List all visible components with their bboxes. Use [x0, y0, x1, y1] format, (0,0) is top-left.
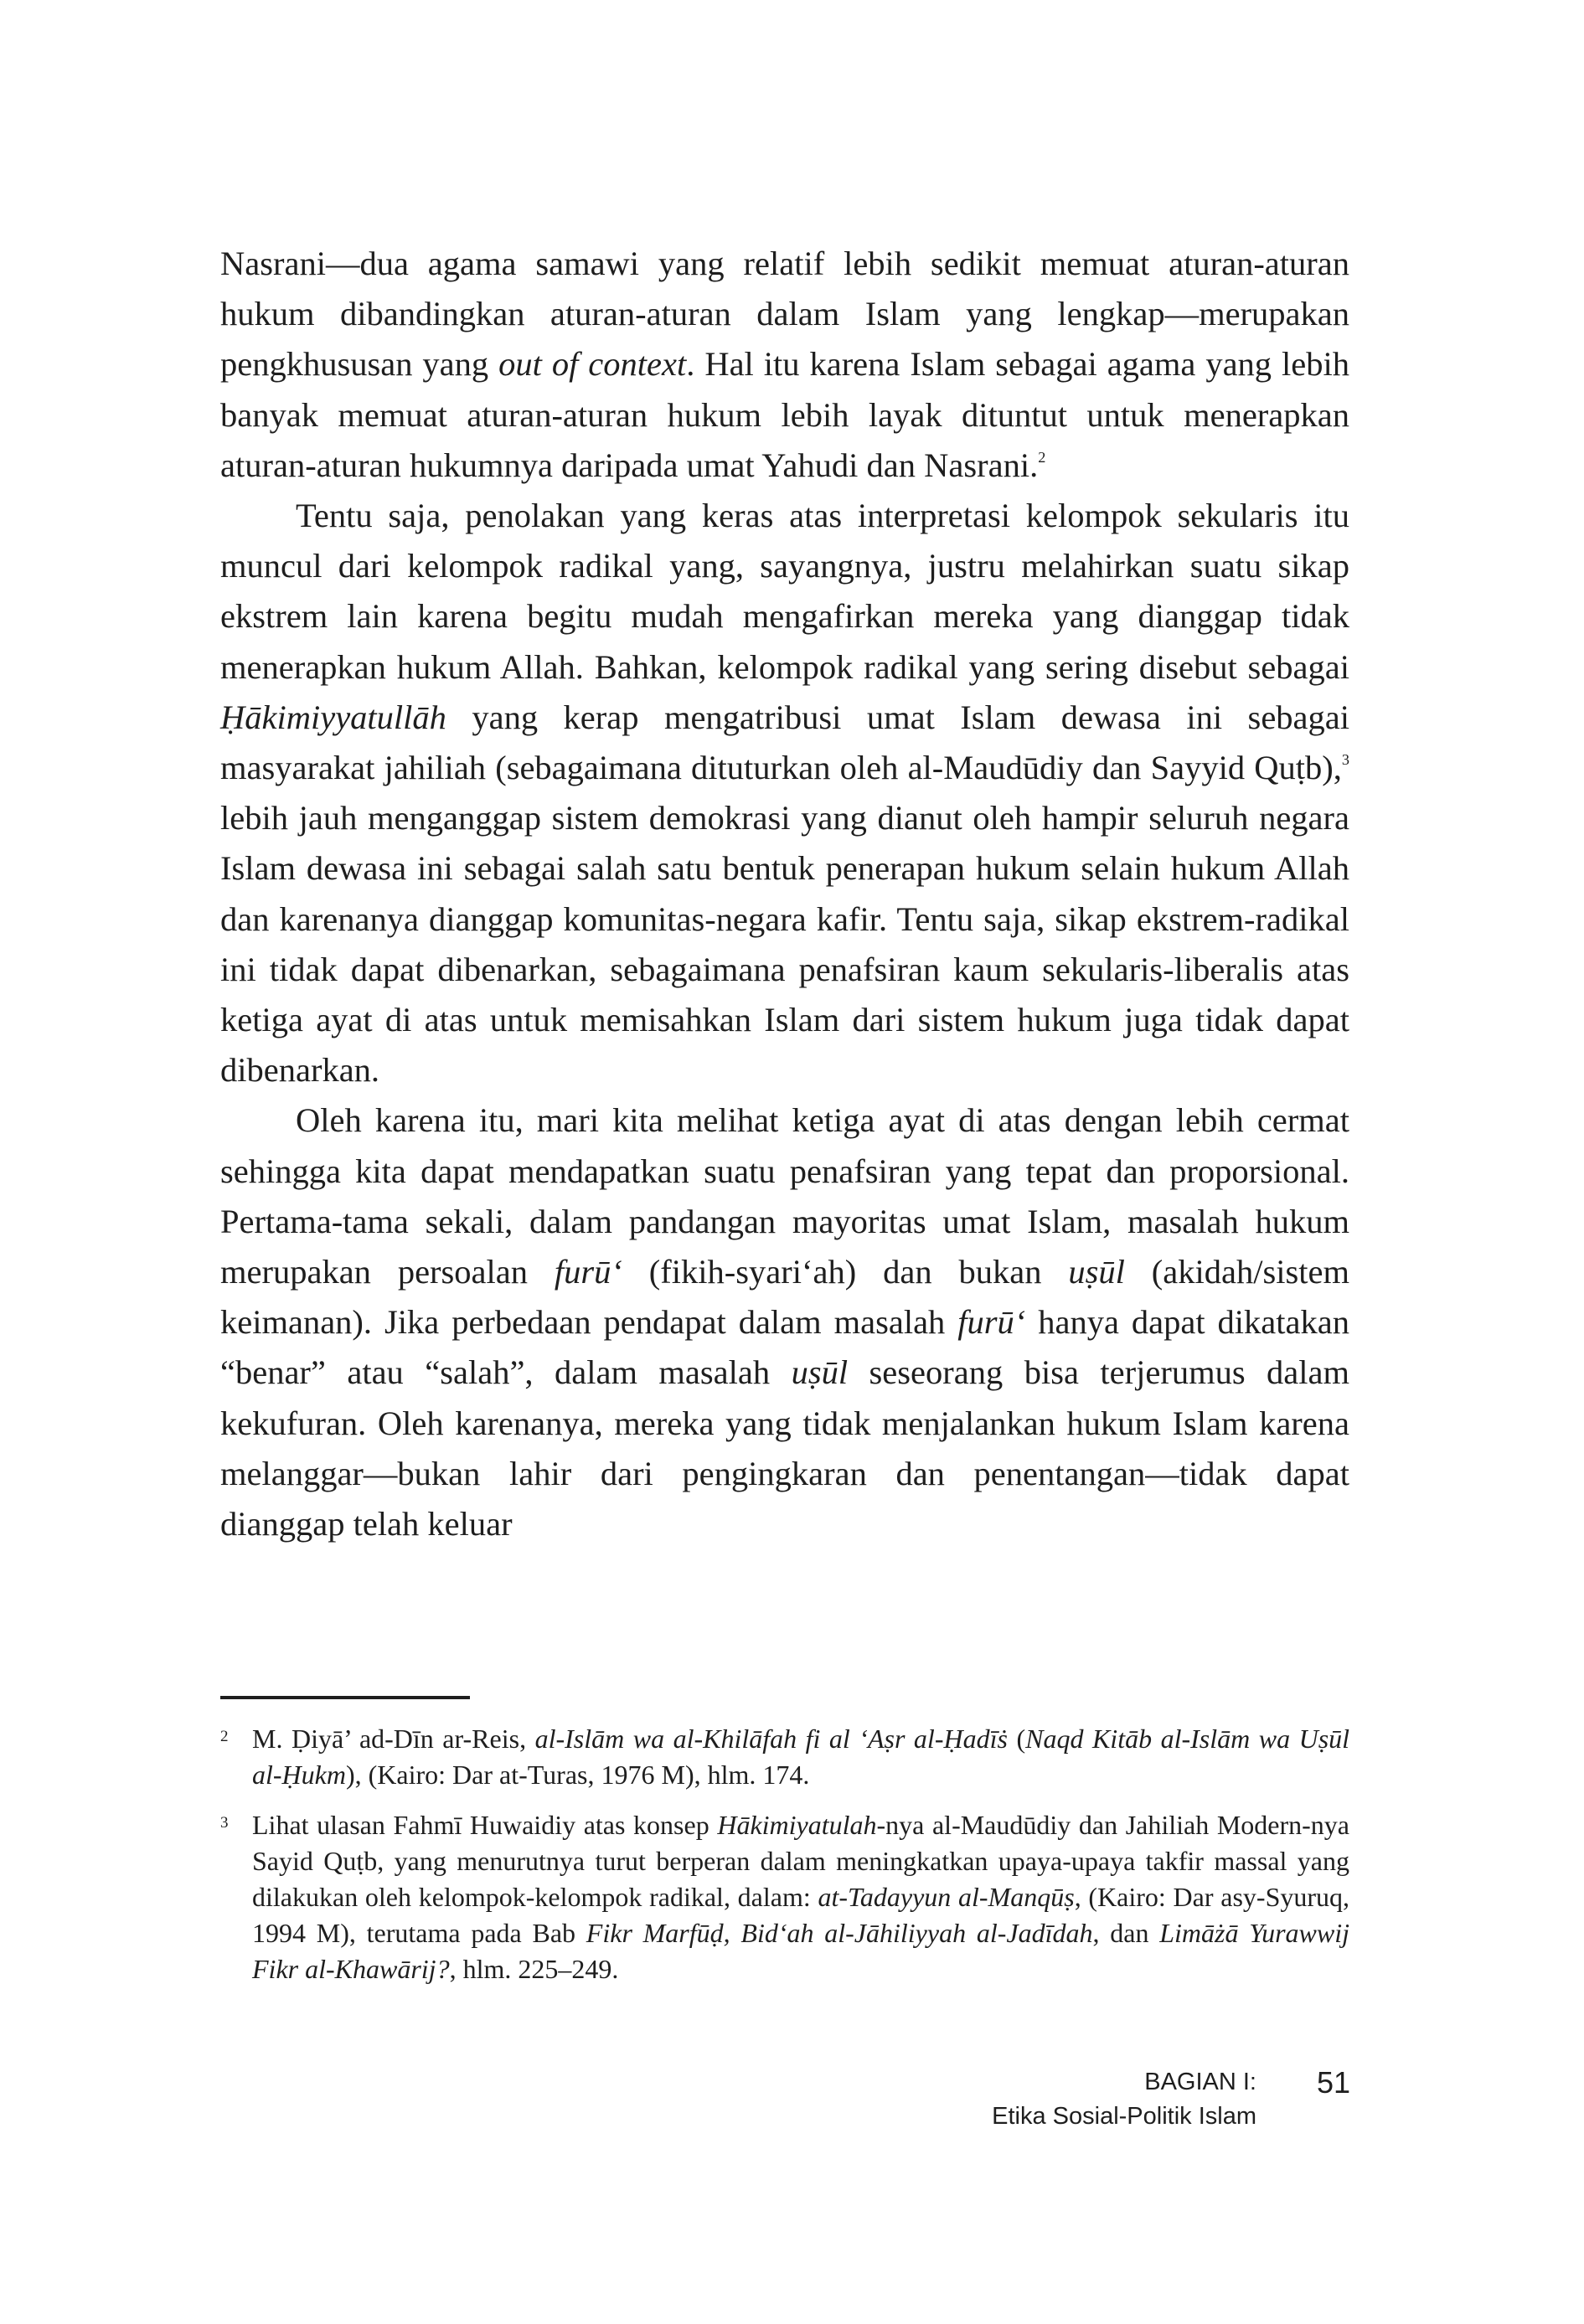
main-text [220, 239, 1349, 1549]
paragraph-2 [220, 491, 1349, 1095]
italic-term: furū‘ [554, 1253, 622, 1291]
text-run: hanya dapat dikatakan “benar” atau “salah”, dalam masalah [220, 1303, 1349, 1392]
text-run: seseorang bisa terjerumus dalam kekufuran. Oleh karenanya, mereka yang tidak menjalankan hukum Islam karena melanggar—bukan lahir dari pengingkaran dan penentangan—tidak dapat dianggap telah keluar [220, 1353, 1349, 1543]
italic-title: Limāżā Yurawwij Fikr al-Khawārij? [252, 1918, 1350, 1984]
text-run: M. Ḍiyā’ ad-Dīn ar-Reis, [252, 1724, 535, 1754]
section-subtitle: Etika Sosial-Politik Islam [992, 2103, 1256, 2130]
footnote-number: 2 [220, 1728, 229, 1745]
text-run: ( [1007, 1724, 1026, 1754]
text-run: , (Kairo: Dar asy-Syuruq, 1994 M), terutama pada Bab [252, 1882, 1350, 1948]
text-run: lebih jauh menganggap sistem demokrasi yang dianut oleh hampir seluruh negara Islam dewasa ini sebagai salah satu bentuk penerapan hukum selain hukum Allah dan karenanya dianggap komunitas-negara kafir. Tentu saja, sikap ekstrem-radikal ini tidak dapat dibenarkan, sebagaimana penafsiran kaum sekularis-liberalis atas ketiga ayat di atas untuk memisahkan Islam dari sistem hukum juga tidak dapat dibenarkan. [220, 799, 1349, 1090]
italic-term: uṣūl [1068, 1253, 1125, 1291]
text-run: , hlm. 225–249. [449, 1954, 619, 1984]
text-run: Nasrani—dua agama samawi yang relatif lebih sedikit memuat aturan-aturan hukum dibandingkan aturan-aturan dalam Islam yang lengkap—merupakan pengkhususan yang [220, 245, 1349, 384]
footnote-3 [220, 1807, 1349, 1987]
section-label: BAGIAN I: [1144, 2069, 1256, 2095]
text-run: (akidah/sistem keimanan). Jika perbedaan pendapat dalam masalah [220, 1253, 1349, 1342]
italic-term: Ḥākimiyyatullāh [220, 698, 446, 736]
italic-term: out of context [498, 345, 687, 384]
footnote-ref[interactable]: 3 [1341, 750, 1349, 768]
italic-title: Naqd Kitāb al-Islām wa Uṣūl al-Ḥukm [252, 1724, 1350, 1790]
text-run: -nya al-Maudūdiy dan Jahiliah Modern-nya Sayid Quṭb, yang menurutnya turut berperan dalam meningkatkan upaya-upaya takfir massal yang dilakukan oleh kelompok-kelompok radikal, dalam: [252, 1810, 1350, 1912]
footnotes [220, 1721, 1349, 2002]
italic-title: al-Islām wa al-Khilāfah fi al ‘Aṣr al-Ḥadīṡ [534, 1724, 1008, 1754]
text-run: (fikih-syari‘ah) dan bukan [622, 1253, 1069, 1291]
paragraph-3 [220, 1095, 1349, 1549]
running-footer [838, 2065, 1256, 2134]
text-run: Oleh karena itu, mari kita melihat ketiga ayat di atas dengan lebih cermat sehingga kita dapat mendapatkan suatu penafsiran yang tepat dan proporsional. Pertama-tama sekali, dalam pandangan mayoritas umat Islam, masalah hukum merupakan persoalan [220, 1101, 1349, 1291]
text-run: , dan [1092, 1918, 1160, 1948]
italic-term: uṣūl [791, 1353, 849, 1392]
footnote-ref[interactable]: 2 [1038, 448, 1046, 466]
text-run: Lihat ulasan Fahmī Huwaidiy atas konsep [252, 1810, 718, 1840]
text-run: . Hal itu karena Islam sebagai agama yang lebih banyak memuat aturan-aturan hukum lebih layak dituntut untuk menerapkan aturan-aturan hukumnya daripada umat Yahudi dan Nasrani. [220, 345, 1349, 484]
italic-term: furū‘ [957, 1303, 1026, 1342]
italic-term: Hākimiyatulah [717, 1810, 877, 1840]
footnote-divider [220, 1696, 470, 1699]
footnote-number: 3 [220, 1814, 229, 1832]
page-number: 51 [1316, 2065, 1350, 2100]
italic-title: Fikr Marfūḍ, Bid‘ah al-Jāhiliyyah al-Jadīdah [586, 1918, 1093, 1948]
footnote-2 [220, 1721, 1349, 1793]
paragraph-1 [220, 239, 1349, 491]
italic-title: at-Tadayyun al-Manqūṣ [818, 1882, 1075, 1912]
text-run: ), (Kairo: Dar at-Turas, 1976 M), hlm. 174. [345, 1760, 810, 1790]
text-run: yang kerap mengatribusi umat Islam dewasa ini sebagai masyarakat jahiliah (sebagaimana dituturkan oleh al-Maudūdiy dan Sayyid Quṭb), [220, 698, 1349, 787]
text-run: Tentu saja, penolakan yang keras atas interpretasi kelompok sekularis itu muncul dari kelompok radikal yang, sayangnya, justru melahirkan suatu sikap ekstrem lain karena begitu mudah mengafirkan mereka yang dianggap tidak menerapkan hukum Allah. Bahkan, kelompok radikal yang sering disebut sebagai [220, 497, 1349, 686]
